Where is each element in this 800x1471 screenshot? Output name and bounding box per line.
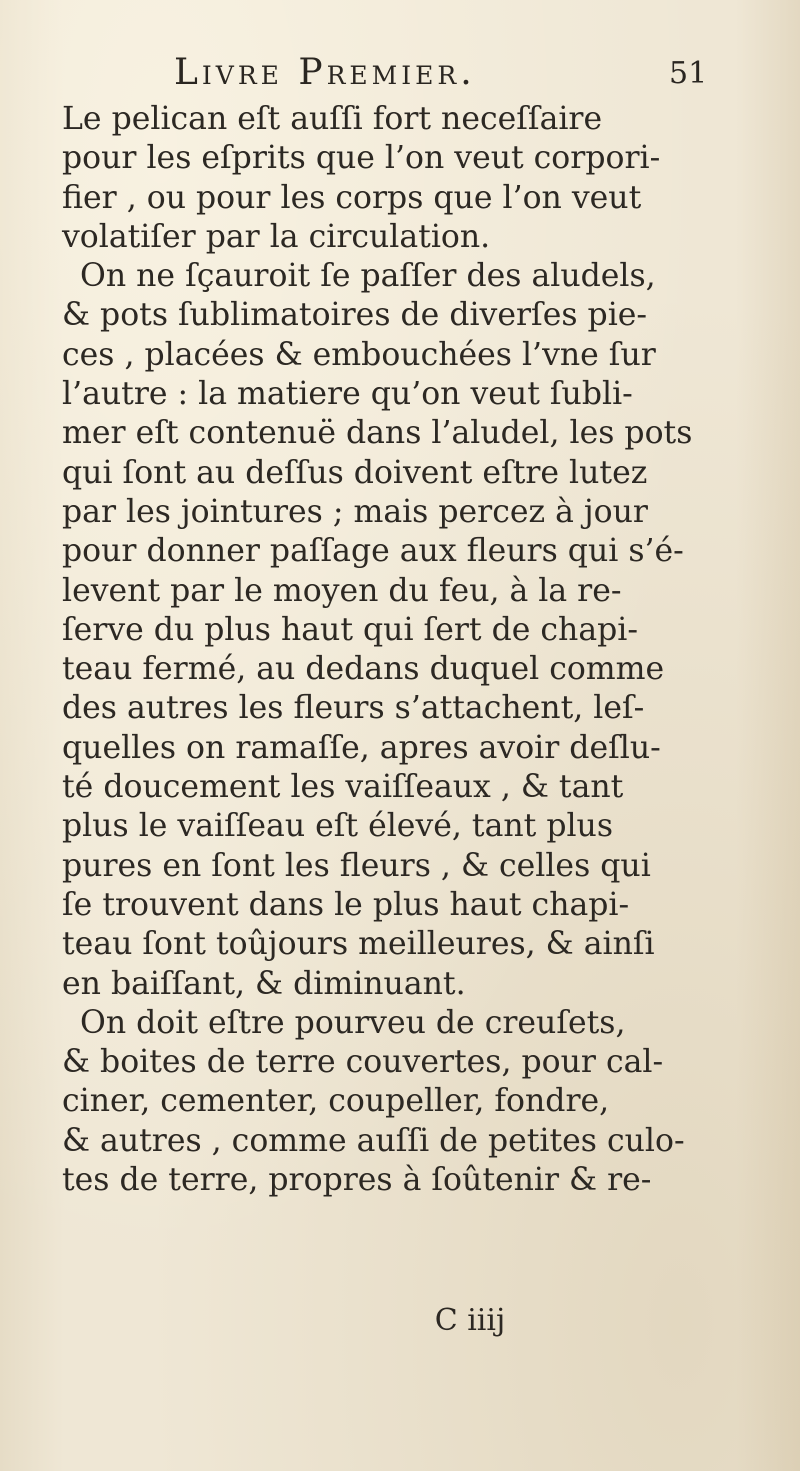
text-line: pour donner paſſage aux fleurs qui s’é- xyxy=(62,533,684,570)
page-header xyxy=(0,52,800,102)
text-line: par les jointures ; mais percez à jour xyxy=(62,493,648,530)
text-line: levent par le moyen du feu, à la re- xyxy=(62,572,622,609)
running-title: Livre Premier. xyxy=(174,52,476,93)
text-line: ſe trouvent dans le plus haut chapi- xyxy=(62,886,630,923)
text-line: Le pelican eſt auſſi fort neceſſaire xyxy=(62,101,603,137)
text-line: mer eſt contenuë dans l’aludel, les pots xyxy=(62,415,693,452)
body-text xyxy=(62,100,752,1200)
page-number: 51 xyxy=(669,56,708,91)
text-line: tes de terre, propres à ſoûtenir & re- xyxy=(62,1162,652,1199)
text-line: té doucement les vaiſſeaux , & tant xyxy=(62,769,624,806)
text-line: ſerve du plus haut qui ſert de chapi- xyxy=(62,611,638,648)
text-line: en baiſſant, & diminuant. xyxy=(62,965,466,1002)
text-line: volatiſer par la circulation. xyxy=(62,218,491,255)
text-line: quelles on ramaſſe, apres avoir deſlu- xyxy=(62,729,661,766)
text-line: teau fermé, au dedans duquel comme xyxy=(62,651,665,688)
text-line: qui ſont au deſſus doivent eſtre lutez xyxy=(62,454,648,491)
text-line: des autres les fleurs s’attachent, leſ- xyxy=(62,690,645,727)
text-line: fier , ou pour les corps que l’on veut xyxy=(62,179,642,216)
text-line: On doit eſtre pourveu de creuſets, xyxy=(80,1004,626,1041)
text-line: On ne ſçauroit ſe paſſer des aludels, xyxy=(80,258,656,295)
text-line: & boites de terre couvertes, pour cal- xyxy=(62,1044,664,1081)
text-line: pour les eſprits que l’on veut corpori- xyxy=(62,140,661,177)
text-line: & pots ſublimatoires de diverſes pie- xyxy=(62,297,648,334)
text-line: & autres , comme auſſi de petites culo- xyxy=(62,1122,685,1159)
text-line: ciner, cementer, coupeller, fondre, xyxy=(62,1083,610,1120)
text-line: plus le vaiſſeau eſt élevé, tant plus xyxy=(62,808,614,845)
signature-mark: C iiij xyxy=(434,1303,506,1338)
text-line: teau ſont toûjours meilleures, & ainſi xyxy=(62,926,655,963)
text-line: l’autre : la matiere qu’on veut ſubli- xyxy=(62,376,633,413)
text-line: pures en ſont les fleurs , & celles qui xyxy=(62,847,651,884)
text-line: ces , placées & embouchées l’vne ſur xyxy=(62,336,656,373)
